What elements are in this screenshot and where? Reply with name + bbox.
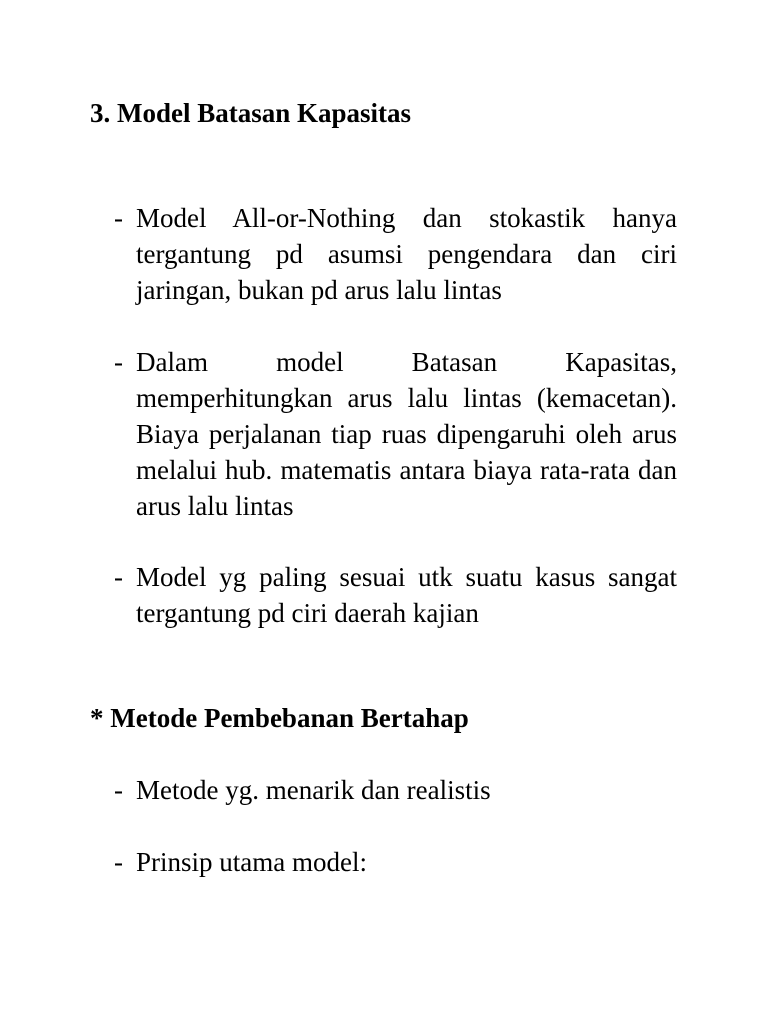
bullet-text: Model yg paling sesuai utk suatu kasus sangat tergantung pd ciri daerah kajian xyxy=(136,562,677,628)
bullet-dash: - xyxy=(114,562,123,592)
bullet-text: Metode yg. menarik dan realistis xyxy=(136,775,491,805)
bullet-text: Dalam model Batasan Kapasitas, memperhitungkan arus lalu lintas (kemacetan). Biaya perjalanan tiap ruas dipengaruhi oleh arus melalui hub. matematis antara biaya rata-rata dan arus lalu lintas xyxy=(136,347,677,521)
bullet-item xyxy=(114,559,677,631)
bullet-text: Model All-or-Nothing dan stokastik hanya tergantung pd asumsi pengendara dan ciri jaringan, bukan pd arus lalu lintas xyxy=(136,203,677,305)
bullet-item xyxy=(114,844,677,880)
bullet-text: Prinsip utama model: xyxy=(136,847,367,877)
bullet-dash: - xyxy=(114,203,123,233)
section-heading-metode-pembebanan-bertahap: * Metode Pembebanan Bertahap xyxy=(90,703,469,733)
bullet-item xyxy=(114,200,677,308)
bullet-dash: - xyxy=(114,775,123,805)
bullet-item xyxy=(114,344,677,524)
section-heading-model-batasan-kapasitas: 3. Model Batasan Kapasitas xyxy=(90,98,412,128)
bullet-dash: - xyxy=(114,347,123,377)
bullet-item xyxy=(114,772,677,808)
bullet-dash: - xyxy=(114,847,123,877)
